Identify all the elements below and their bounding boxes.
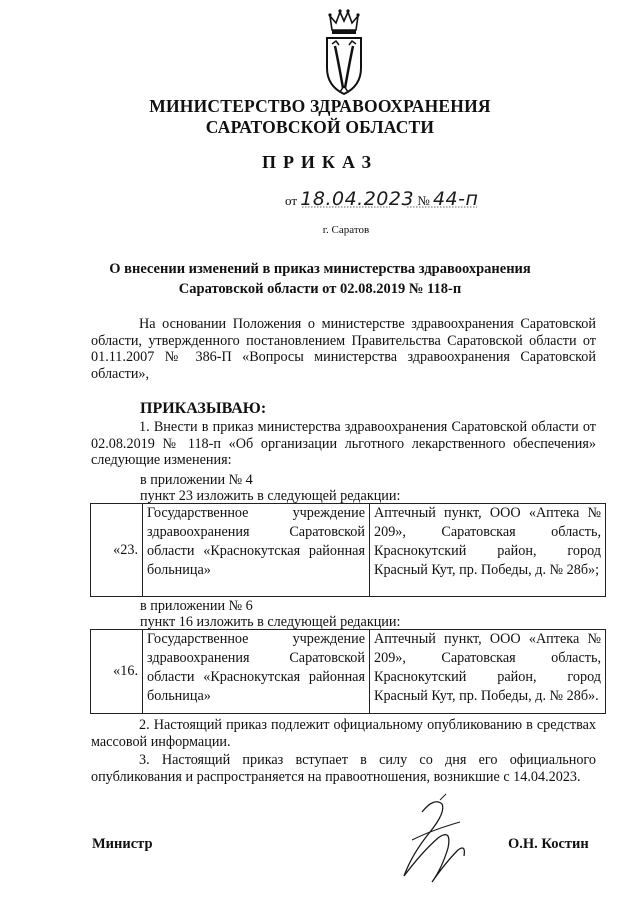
amendment-table-23 xyxy=(90,503,606,597)
ministry-name-line2: САРАТОВСКОЙ ОБЛАСТИ xyxy=(205,117,435,137)
appendix-6-intro: в приложении № 6 xyxy=(140,598,253,614)
document-type-title: ПРИКАЗ xyxy=(261,152,379,172)
institution-cell: Государственное учреждение здравоохранения Саратовской области «Краснокутская районная больница» xyxy=(143,630,370,714)
handwritten-signature xyxy=(382,792,477,892)
ministry-name-line1: МИНИСТЕРСТВО ЗДРАВООХРАНЕНИЯ xyxy=(149,96,491,116)
date-underline xyxy=(302,206,482,210)
appendix-4-intro: в приложении № 4 xyxy=(140,472,253,488)
subject-line1: О внесении изменений в приказ министерства здравоохранения xyxy=(109,261,531,277)
signatory-name: О.Н. Костин xyxy=(508,836,589,852)
city-label: г. Саратов xyxy=(322,224,370,236)
signatory-position: Министр xyxy=(92,836,153,852)
number-prefix: № xyxy=(417,193,430,208)
coat-of-arms-emblem xyxy=(322,8,366,96)
row-number-23: «23. xyxy=(91,504,143,597)
address-cell: Аптечный пункт, ООО «Аптека № 209», Саратовская область, Краснокутский район, город Красный Кут, пр. Победы, д. № 28б»; xyxy=(370,504,606,597)
row-number-16: «16. xyxy=(91,630,143,714)
appendix-6-point: пункт 16 изложить в следующей редакции: xyxy=(140,614,401,630)
preamble-paragraph: На основании Положения о министерстве здравоохранения Саратовской области, утвержденного постановлением Правительства Саратовской области от 01.11.2007 № 386-П «Вопросы министерства здравоохранения Саратовской области», xyxy=(91,316,596,382)
amendment-table-16 xyxy=(90,629,606,714)
subject-line2: Саратовской области от 02.08.2019 № 118-п xyxy=(178,281,462,297)
institution-cell: Государственное учреждение здравоохранения Саратовской области «Краснокутская районная больница» xyxy=(143,504,370,597)
address-cell: Аптечный пункт, ООО «Аптека № 209», Саратовская область, Краснокутский район, город Красный Кут, пр. Победы, д. № 28б». xyxy=(370,630,606,714)
item-2-paragraph: 2. Настоящий приказ подлежит официальному опубликованию в средствах массовой информации. xyxy=(91,717,596,750)
item-3-paragraph: 3. Настоящий приказ вступает в силу со дня его официального опубликования и распространяется на правоотношения, возникшие с 14.04.2023. xyxy=(91,752,596,785)
date-prefix: от xyxy=(285,193,298,208)
appendix-4-point: пункт 23 изложить в следующей редакции: xyxy=(140,488,401,504)
item-1-paragraph: 1. Внести в приказ министерства здравоохранения Саратовской области от 02.08.2019 № 118-п «Об организации льготного лекарственного обеспечения» следующие изменения: xyxy=(91,419,596,469)
handwritten-number: 44-п xyxy=(432,188,479,210)
handwritten-date: 18.04.2023 xyxy=(300,188,415,210)
order-word: ПРИКАЗЫВАЮ: xyxy=(140,400,267,417)
